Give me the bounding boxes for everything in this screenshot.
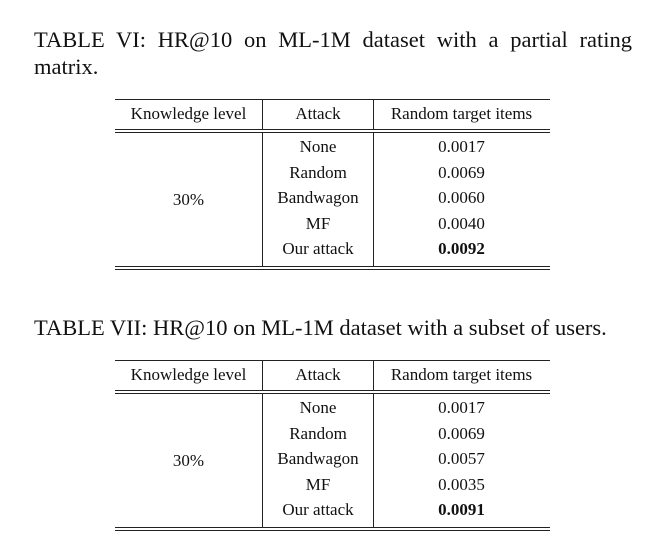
table-header: [115, 99, 550, 129]
value-cell: 0.0069: [438, 423, 485, 443]
attack-cell: MF: [305, 213, 331, 233]
value-cell: 0.0057: [438, 449, 485, 469]
value-cell: 0.0060: [438, 188, 485, 208]
attack-cell: Random: [289, 162, 347, 182]
header-attack: Attack: [262, 361, 374, 390]
value-cell: 0.0017: [438, 137, 485, 156]
table-vii-caption: TABLE VII: HR@10 on ML-1M dataset with a subset of users.: [34, 315, 607, 340]
attack-cell: Our attack: [282, 239, 354, 259]
table-body: [115, 133, 550, 266]
value-cell: 0.0017: [438, 398, 485, 417]
header-random-target-items: Random target items: [390, 365, 533, 384]
value-cell: 0.0069: [438, 162, 485, 182]
attack-cell: Bandwagon: [277, 188, 359, 208]
attack-column: [262, 394, 374, 527]
attack-cell: None: [299, 137, 337, 156]
bottom-rule: [115, 266, 550, 270]
knowledge-level-cell: 30%: [172, 451, 205, 470]
table-header: [115, 360, 550, 390]
table-vi: [115, 99, 550, 270]
attack-cell: MF: [305, 474, 331, 494]
value-cell-best: 0.0092: [438, 239, 485, 259]
value-cell-best: 0.0091: [438, 500, 485, 520]
attack-column: [262, 133, 374, 266]
header-knowledge-level: Knowledge level: [130, 365, 247, 384]
table-body: [115, 394, 550, 527]
table-vii: [115, 360, 550, 531]
attack-cell: Bandwagon: [277, 449, 359, 469]
header-attack: Attack: [262, 100, 374, 129]
value-cell: 0.0035: [438, 474, 485, 494]
value-cell: 0.0040: [438, 213, 485, 233]
value-column: [373, 133, 550, 266]
attack-cell: None: [299, 398, 337, 417]
attack-cell: Our attack: [282, 500, 354, 520]
value-column: [373, 394, 550, 527]
knowledge-level-cell: 30%: [172, 190, 205, 209]
header-knowledge-level: Knowledge level: [130, 104, 247, 123]
bottom-rule: [115, 527, 550, 531]
attack-cell: Random: [289, 423, 347, 443]
header-random-target-items: Random target items: [390, 104, 533, 123]
table-vi-caption: TABLE VI: HR@10 on ML-1M dataset with a partial rating matrix.: [34, 27, 632, 79]
